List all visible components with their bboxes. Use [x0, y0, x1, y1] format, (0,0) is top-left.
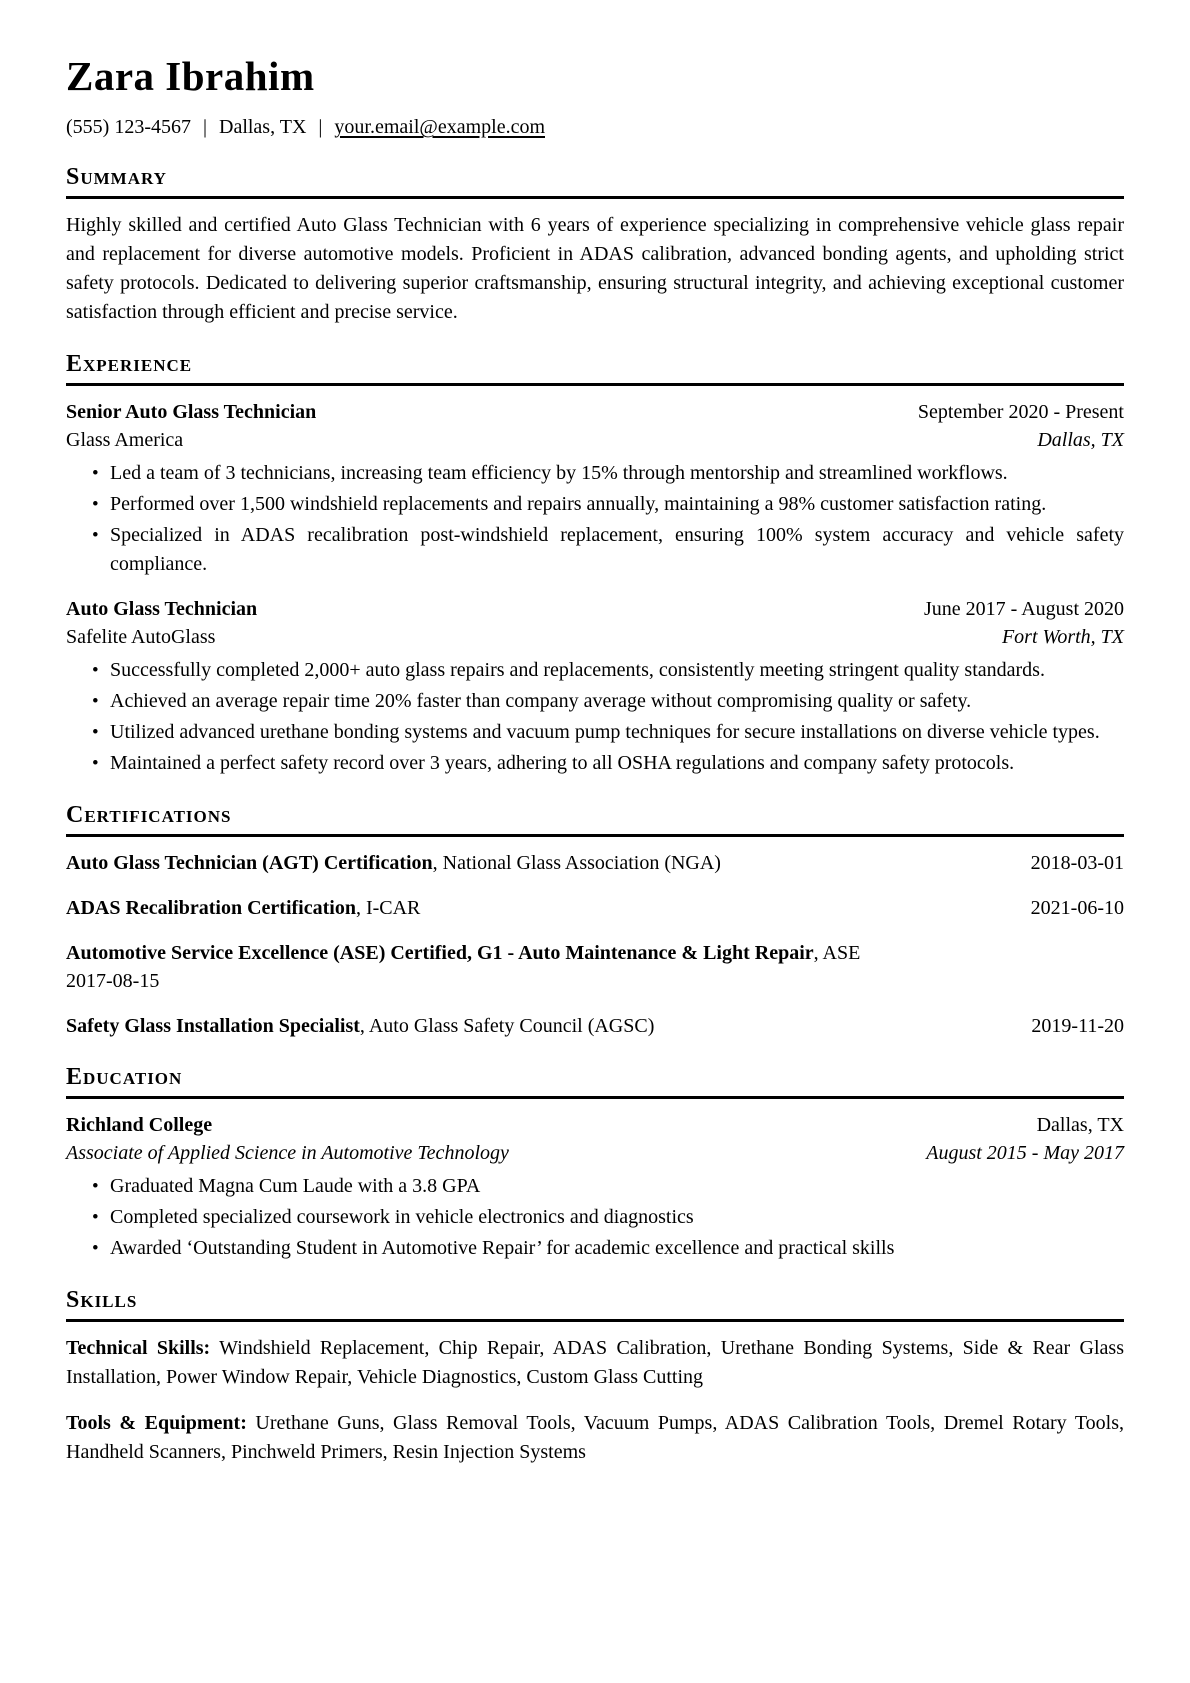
summary-heading: Summary — [66, 164, 1124, 199]
job-dates: June 2017 - August 2020 — [924, 598, 1124, 620]
experience-heading: Experience — [66, 351, 1124, 386]
section-education — [66, 1064, 1124, 1263]
skill-group-label: Technical Skills: — [66, 1337, 211, 1359]
skill-group-tools — [66, 1409, 1124, 1467]
skill-group-label: Tools & Equipment: — [66, 1412, 247, 1434]
job-company: Safelite AutoGlass — [66, 626, 216, 648]
job-role: Auto Glass Technician — [66, 598, 258, 620]
contact-separator: | — [318, 116, 323, 138]
certification-date: 2018-03-01 — [1030, 852, 1124, 874]
job-title-row — [66, 595, 1124, 623]
section-certifications — [66, 802, 1124, 1040]
skills-heading: Skills — [66, 1287, 1124, 1322]
certification-name: Auto Glass Technician (AGT) Certification — [66, 852, 433, 874]
certification-text — [66, 894, 420, 922]
resume-header — [66, 52, 1124, 140]
person-name: Zara Ibrahim — [66, 53, 315, 99]
certification-text — [66, 849, 721, 877]
job-bullet: • Utilized advanced urethane bonding systems and vacuum pump techniques for secure installations on diverse vehicle types. — [92, 718, 1124, 747]
job-role: Senior Auto Glass Technician — [66, 401, 317, 423]
certification-name: Automotive Service Excellence (ASE) Certified, G1 - Auto Maintenance & Light Repair — [66, 942, 814, 964]
certification-name: ADAS Recalibration Certification — [66, 897, 356, 919]
education-bullet: • Completed specialized coursework in vehicle electronics and diagnostics — [92, 1203, 1124, 1232]
education-heading: Education — [66, 1064, 1124, 1099]
job-dates: September 2020 - Present — [917, 401, 1124, 423]
education-bullet-list — [66, 1172, 1124, 1263]
job-bullet: • Maintained a perfect safety record over 3 years, adhering to all OSHA regulations and company safety protocols. — [92, 749, 1124, 778]
education-bullet: • Awarded ‘Outstanding Student in Automotive Repair’ for academic excellence and practical skills — [92, 1234, 1124, 1263]
job-bullet: • Performed over 1,500 windshield replacements and repairs annually, maintaining a 98% customer satisfaction rating. — [92, 490, 1124, 519]
job-company-row — [66, 623, 1124, 651]
job-company: Glass America — [66, 429, 184, 451]
school-name: Richland College — [66, 1114, 213, 1136]
email-link[interactable]: your.email@example.com — [334, 116, 545, 138]
job-bullet: • Led a team of 3 technicians, increasing team efficiency by 15% through mentorship and streamlined workflows. — [92, 459, 1124, 488]
phone-number: (555) 123-4567 — [66, 116, 191, 138]
education-dates: August 2015 - May 2017 — [926, 1142, 1124, 1164]
job-entry — [66, 398, 1124, 579]
job-bullet-list — [66, 656, 1124, 778]
certification-issuer: Auto Glass Safety Council (AGSC) — [368, 1015, 655, 1037]
certification-date: 2017-08-15 — [66, 970, 160, 992]
job-bullet: • Specialized in ADAS recalibration post-windshield replacement, ensuring 100% system accuracy and vehicle safety compliance. — [92, 521, 1124, 579]
section-skills — [66, 1287, 1124, 1467]
certification-date: 2019-11-20 — [1031, 1015, 1124, 1037]
contact-separator: | — [202, 116, 207, 138]
certification-name: Safety Glass Installation Specialist — [66, 1015, 360, 1037]
school-location: Dallas, TX — [1036, 1114, 1124, 1136]
job-bullet: • Successfully completed 2,000+ auto glass repairs and replacements, consistently meeting stringent quality standards. — [92, 656, 1124, 685]
location-text: Dallas, TX — [219, 116, 307, 138]
certification-date: 2021-06-10 — [1030, 897, 1124, 919]
certifications-heading: Certifications — [66, 802, 1124, 837]
job-location: Dallas, TX — [1037, 429, 1124, 451]
certification-text — [66, 942, 860, 964]
degree-name: Associate of Applied Science in Automotive Technology — [66, 1142, 509, 1164]
certification-text — [66, 1012, 654, 1040]
certification-row — [66, 849, 1124, 877]
job-bullet: • Achieved an average repair time 20% faster than company average without compromising quality or safety. — [92, 687, 1124, 716]
job-bullet-list — [66, 459, 1124, 579]
certification-issuer: I-CAR — [365, 897, 421, 919]
section-experience — [66, 351, 1124, 778]
job-title-row — [66, 398, 1124, 426]
certification-separator: , — [359, 1015, 369, 1037]
skill-group-text: Windshield Replacement, Chip Repair, ADAS Calibration, Urethane Bonding Systems, Side & Rear Glass Installation, Power Window Repair, Vehicle Diagnostics, Custom Glass Cutting — [66, 1337, 1124, 1388]
education-entry — [66, 1111, 1124, 1263]
certification-row — [66, 1012, 1124, 1040]
certification-separator: , — [432, 852, 443, 874]
certification-separator: , — [813, 942, 823, 964]
education-school-row — [66, 1111, 1124, 1139]
certification-row — [66, 939, 1124, 995]
education-bullet: • Graduated Magna Cum Laude with a 3.8 GPA — [92, 1172, 1124, 1201]
certification-separator: , — [355, 897, 366, 919]
job-entry — [66, 595, 1124, 778]
job-location: Fort Worth, TX — [1001, 626, 1124, 648]
job-company-row — [66, 426, 1124, 454]
certification-issuer: National Glass Association (NGA) — [442, 852, 721, 874]
education-degree-row — [66, 1139, 1124, 1167]
summary-paragraph: Highly skilled and certified Auto Glass Technician with 6 years of experience specializing in comprehensive vehicle glass repair and replacement for diverse automotive models. Proficient in ADAS calibration, advanced bonding agents, and upholding strict safety protocols. Dedicated to delivering superior craftsmanship, ensuring structural integrity, and achieving exceptional customer satisfaction through efficient and precise service. — [66, 214, 1124, 323]
skill-group-technical — [66, 1334, 1124, 1392]
section-summary — [66, 164, 1124, 327]
contact-line — [66, 114, 1124, 140]
skill-group-text: Urethane Guns, Glass Removal Tools, Vacuum Pumps, ADAS Calibration Tools, Dremel Rotary Tools, Handheld Scanners, Pinchweld Primers, Resin Injection Systems — [66, 1412, 1125, 1463]
certification-row — [66, 894, 1124, 922]
certification-issuer: ASE — [822, 942, 861, 964]
